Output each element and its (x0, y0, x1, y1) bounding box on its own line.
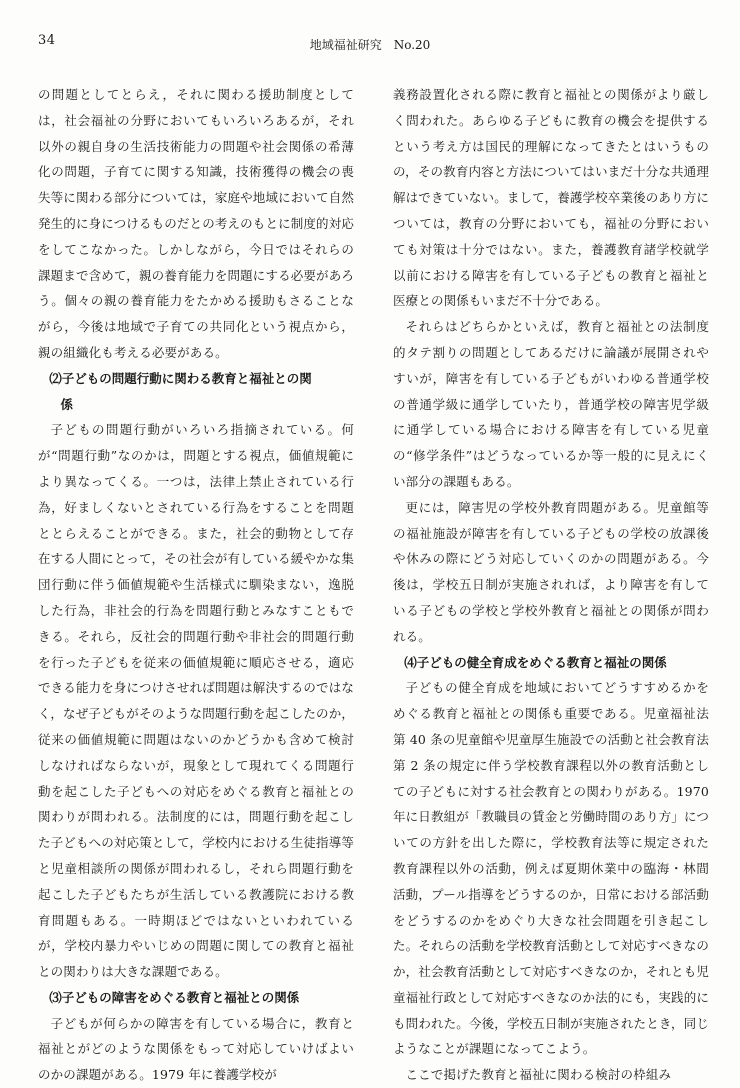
paragraph: の問題としてとらえ，それに関わる援助制度としては，社会福祉の分野においてもいろいろあるが，それ以外の親自身の生活技術能力の問題や社会関係の希薄化の問題，子育てに関する知識，技術獲得の機会の喪失等に関わる部分については，家庭や地域において自然発生的に身につけるものだとの考えのもとに制度的対応をしてこなかった。しかしながら，今日ではそれらの課題まで含めて，親の養育能力を問題にする必要があろう。個々の親の養育能力をたかめる援助もさることながら，今後は地域で子育ての共同化という視点から，親の組織化も考える必要がある。 (38, 87, 355, 360)
paragraph: 子どもの問題行動がいろいろ指摘されている。何が“問題行動”なのかは，問題とする視点，価値規範により異なってくる。一つは，法律上禁止されている行為，好ましくないとされている行為をすることを問題ととらえることができる。また，社会的動物として存在する人間にとって，その社会が有している緩やかな集団行動に伴う価値規範や生活様式に馴染まない，逸脱した行為，非社会的行為を問題行動とみなすこともできる。それら，反社会的問題行動や非社会的問題行動を行った子どもを従来の価値規範に順応させる，適応できる能力を身につけさせれば問題は解決するのではなく，なぜ子どもがそのような問題行動を起こしたのか，従来の価値規範に問題はないのかどうかも含めて検討しなければならないが，現象として現れてくる問題行動を起こした子どもへの対応をめぐる教育と福祉との関わりが問われる。法制度的には，問題行動を起こした子どもへの対応策として，学校内における生徒指導等と児童相談所の関係が問われるし，それら問題行動を起こした子どもたちが生活している教護院における教育問題もある。一時期ほどではないといわれているが，学校内暴力やいじめの問題に関しての教育と福祉との関わりは大きな課題である。 (38, 422, 355, 980)
paragraph: 子どもが何らかの障害を有している場合に，教育と福祉とがどのような関係をもって対応していけばよいのかの課題がある。1979 年に養護学校が (38, 1015, 354, 1083)
section-heading-3: ⑶子どもの障害をめぐる教育と福祉との関係 (49, 989, 300, 1005)
heading-text: ⑵子どもの問題行動に関わる教育と福祉との関 (49, 370, 312, 386)
paragraph: ここで掲げた教育と福祉に関わる検討の枠組み (405, 1067, 672, 1083)
page-number: 34 (38, 33, 56, 48)
right-column (393, 82, 709, 1088)
left-column (38, 82, 354, 1088)
paragraph: 子どもの健全育成を地域においてどうすすめるかをめぐる教育と福祉との関係も重要である。児童福祉法第 40 条の児童館や児童厚生施設での活動と社会教育法第 2 条の規定に伴う学校教育課程以外の教育活動としての子どもに対する社会教育との関わりがある。1970 年に日教組が「教職員の賃金と労働時間のあり方」についての方針を出した際に，学校教育法等に規定された教育課程以外の活動，例えば夏期休業中の臨海・林間活動，プール指導をどうするのか，日常における部活動をどうするのかをめぐり大きな社会問題を引き起こした。それらの活動を学校教育活動として対応すべきなのか，社会教育活動として対応すべきなのか，それとも児童福祉行政として対応すべきなのか法的にも，実践的にも問われた。今後，学校五日制が実施されたとき，同じようなことが課題になってこよう。 (393, 680, 710, 1057)
section-heading-2 (38, 366, 354, 418)
section-heading-4: ⑷子どもの健全育成をめぐる教育と福祉の関係 (404, 654, 667, 670)
heading-continuation: 係 (60, 396, 74, 412)
paragraph: それらはどちらかといえば，教育と福祉との法制度的タテ割りの問題としてあるだけに論議が展開されやすいが，障害を有している子どもがいわゆる普通学校の普通学級に通学していたり，普通学校の障害児学級に通学している場合における障害を有している児童の“修学条件”はどうなっているか等一般的に見えにくい部分の課題もある。 (393, 319, 709, 489)
paragraph: 更には，障害児の学校外教育問題がある。児童館等の福祉施設が障害を有している子どもの学校の放課後や休みの際にどう対応していくのかの問題がある。今後は，学校五日制が実施されれば，より障害を有している子どもの学校と学校外教育と福祉との関係が問われる。 (393, 499, 709, 644)
running-header: 地域福祉研究 No.20 (309, 38, 431, 52)
paragraph: 義務設置化される際に教育と福祉との関係がより厳しく問われた。あらゆる子どもに教育の機会を提供するという考え方は国民的理解になってきたとはいうものの，その教育内容と方法についてはいまだ十分な共通理解はできていない。まして，養護学校卒業後のあり方については，教育の分野においても，福祉の分野においても対策は十分ではない。また，養護教育諸学校就学以前における障害を有している子どもの教育と福祉と医療との関係もいまだ不十分である。 (393, 87, 710, 309)
